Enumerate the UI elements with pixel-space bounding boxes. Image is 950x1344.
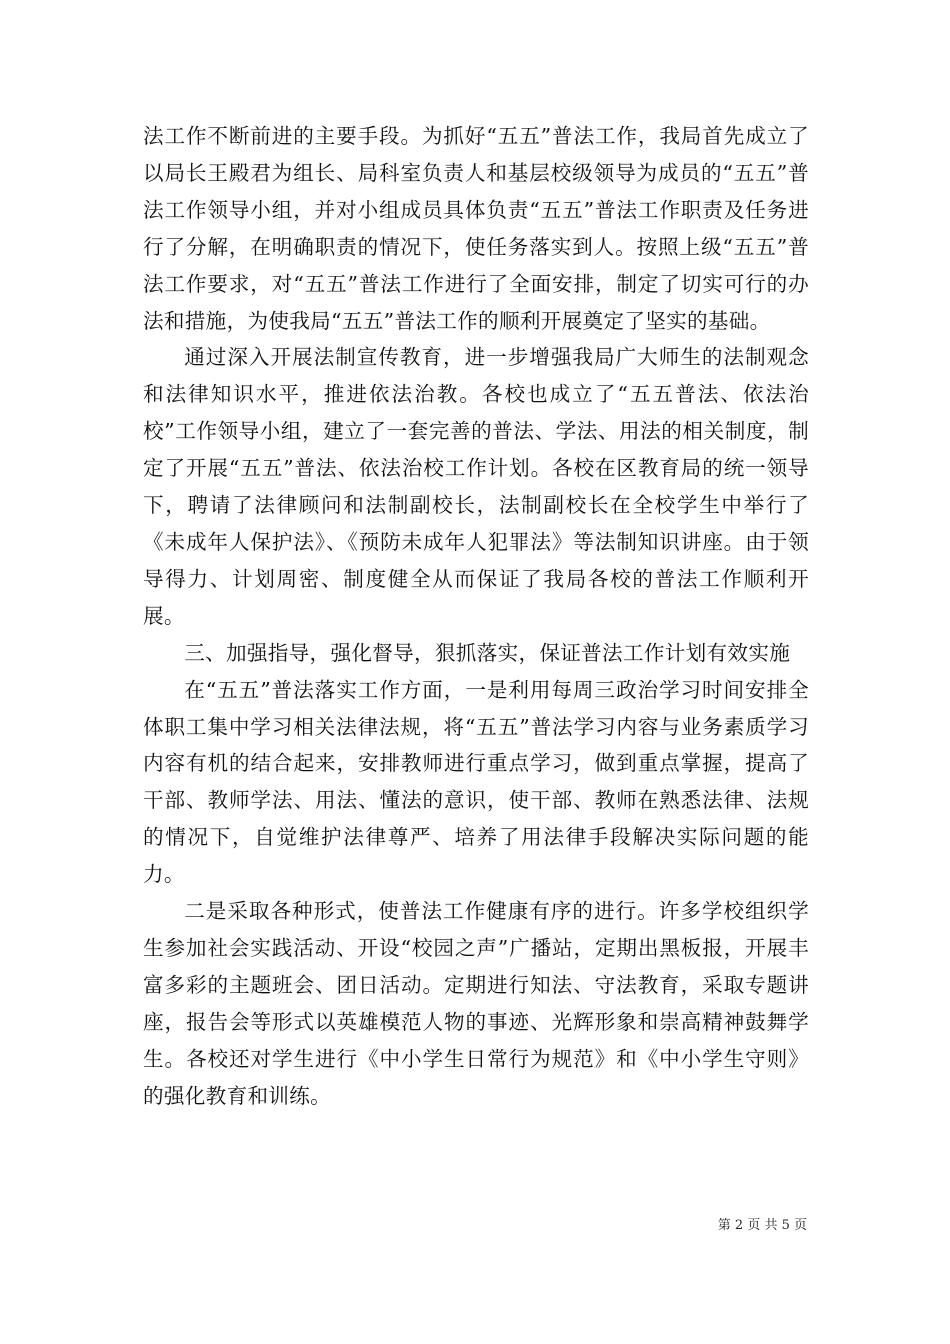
paragraph-2: 通过深入开展法制宣传教育，进一步增强我局广大师生的法制观念和法律知识水平，推进依法治教。各校也成立了“五五普法、依法治校”工作领导小组，建立了一套完善的普法、学法、用法的相关制度，制定了开展“五五”普法、依法治校工作计划。各校在区教育局的统一领导下，聘请了法律顾问和法制副校长，法制副校长在全校学生中举行了《未成年人保护法》、《预防未成年人犯罪法》等法制知识讲座。由于领导得力、计划周密、制度健全从而保证了我局各校的普法工作顺利开展。 <box>143 345 809 628</box>
document-body <box>143 118 809 1114</box>
paragraph-1: 法工作不断前进的主要手段。为抓好“五五”普法工作，我局首先成立了以局长王殿君为组长、局科室负责人和基层校级领导为成员的“五五”普法工作领导小组，并对小组成员具体负责“五五”普法工作职责及任务进行了分解，在明确职责的情况下，使任务落实到人。按照上级“五五”普法工作要求，对“五五”普法工作进行了全面安排，制定了切实可行的办法和措施，为使我局“五五”普法工作的顺利开展奠定了坚实的基础。 <box>143 124 809 333</box>
page-number: 第 2 页 共 5 页 <box>717 1218 807 1233</box>
paragraph-4: 在“五五”普法落实工作方面，一是利用每周三政治学习时间安排全体职工集中学习相关法律法规，将“五五”普法学习内容与业务素质学习内容有机的结合起来，安排教师进行重点学习，做到重点掌握，提高了干部、教师学法、用法、懂法的意识，使干部、教师在熟悉法律、法规的情况下，自觉维护法律尊严、培养了用法律手段解决实际问题的能力。 <box>143 677 809 887</box>
section-heading-3: 三、加强指导，强化督导，狠抓落实，保证普法工作计划有效实施 <box>184 640 791 665</box>
paragraph-5: 二是采取各种形式，使普法工作健康有序的进行。许多学校组织学生参加社会实践活动、开设“校园之声”广播站，定期出黑板报，开展丰富多彩的主题班会、团日活动。定期进行知法、守法教育，采取专题讲座，报告会等形式以英雄模范人物的事迹、光辉形象和崇高精神鼓舞学生。各校还对学生进行《中小学生日常行为规范》和《中小学生守则》的强化教育和训练。 <box>143 899 809 1108</box>
